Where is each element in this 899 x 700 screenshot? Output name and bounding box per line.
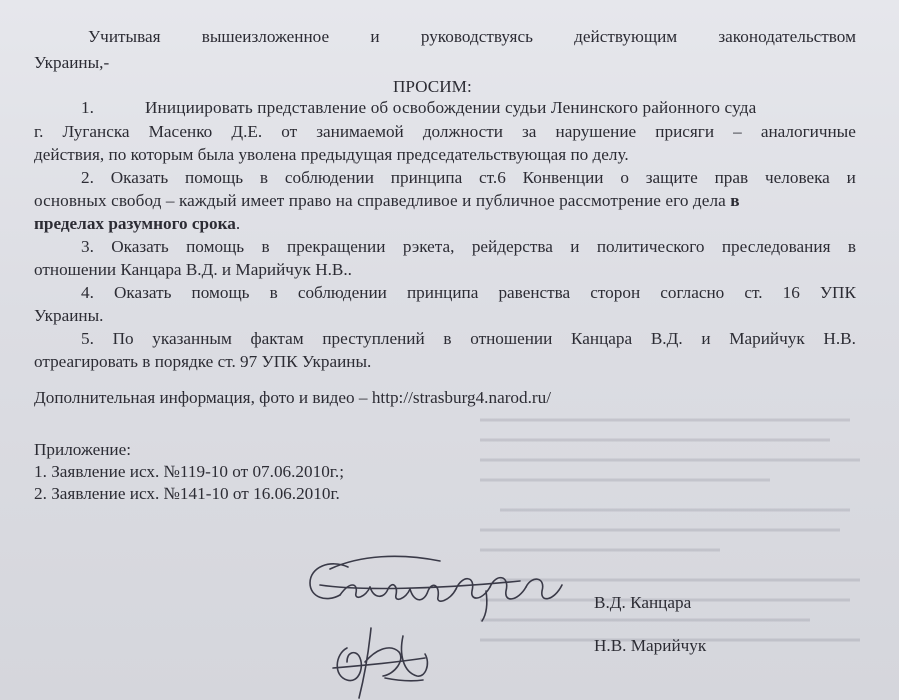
signature-kantsara xyxy=(300,545,570,625)
item2-word: принципа xyxy=(390,168,463,187)
item4-word: 16 xyxy=(782,283,800,302)
item5-word: Марийчук xyxy=(729,329,805,348)
item5-line1 xyxy=(81,329,856,349)
item5-line2: отреагировать в порядке ст. 97 УПК Украины. xyxy=(34,352,372,371)
intro-word: руководствуясь xyxy=(420,27,533,46)
item1-word: за xyxy=(522,122,537,141)
item2-word: Конвенции xyxy=(522,168,604,187)
item2-word: 2. xyxy=(81,168,94,187)
item4-line2: Украины. xyxy=(34,306,104,325)
item5-word: отношении xyxy=(470,329,553,348)
intro-word: действующим xyxy=(574,27,678,46)
item5-word: в xyxy=(443,329,452,348)
item3-word: и xyxy=(570,237,580,256)
item3-word: в xyxy=(847,237,856,256)
item2-line2-bold: в xyxy=(730,191,740,210)
item1-word: Луганска xyxy=(62,122,130,141)
item3-word: прекращении xyxy=(287,237,386,256)
attachment-item: 2. Заявление исх. №141-10 от 16.06.2010г. xyxy=(34,484,340,503)
item2-word: человека xyxy=(765,168,830,187)
item3-word: 3. xyxy=(81,237,94,256)
item1-word: Масенко xyxy=(148,122,213,141)
item2-word: защите xyxy=(645,168,698,187)
item4-word: УПК xyxy=(819,283,856,302)
signer-name-mariychuk: Н.В. Марийчук xyxy=(594,636,707,655)
item5-word: В.Д. xyxy=(650,329,683,348)
item1-word: г. xyxy=(34,122,44,141)
item2-word: помощь xyxy=(185,168,244,187)
intro-word: Учитывая xyxy=(88,27,161,46)
item1-word: занимаемой xyxy=(316,122,404,141)
item3-word: рейдерства xyxy=(471,237,553,256)
item3-line1 xyxy=(81,237,856,257)
item2-line1 xyxy=(81,168,856,188)
item2-word: Оказать xyxy=(110,168,169,187)
item1-line3: действия, по которым была уволена предыдущая председательствующая по делу. xyxy=(34,145,629,164)
attachments-heading: Приложение: xyxy=(34,440,132,459)
item1-word: от xyxy=(281,122,298,141)
item3-line2: отношении Канцара В.Д. и Марийчук Н.В.. xyxy=(34,260,352,279)
item2-word: о xyxy=(620,168,629,187)
item4-word: 4. xyxy=(81,283,94,302)
item2-word: и xyxy=(846,168,856,187)
item2-line2 xyxy=(34,191,740,211)
item4-word: соблюдении xyxy=(297,283,387,302)
signature-mariychuk xyxy=(325,618,435,700)
intro-word: вышеизложенное xyxy=(201,27,330,46)
item4-word: в xyxy=(269,283,278,302)
item5-word: преступлений xyxy=(322,329,425,348)
item2-line3 xyxy=(34,214,240,234)
item3-word: преследования xyxy=(721,237,831,256)
attachment-item: 1. Заявление исх. №119-10 от 07.06.2010г.; xyxy=(34,462,344,481)
item3-word: помощь xyxy=(186,237,245,256)
intro-tail: Украины,- xyxy=(34,53,110,72)
item1-word: аналогичные xyxy=(760,122,856,141)
item4-line1 xyxy=(81,283,856,303)
item1-word: присяги xyxy=(655,122,715,141)
item1-word: должности xyxy=(422,122,503,141)
item5-word: фактам xyxy=(250,329,304,348)
item3-word: в xyxy=(261,237,270,256)
intro-word: законодательством xyxy=(718,27,856,46)
request-heading: ПРОСИМ: xyxy=(393,77,472,96)
item5-word: Канцара xyxy=(571,329,633,348)
item1-word: нарушение xyxy=(555,122,637,141)
item4-word: ст. xyxy=(744,283,763,302)
item3-word: политического xyxy=(596,237,705,256)
item4-word: согласно xyxy=(660,283,725,302)
signer-name-kantsara: В.Д. Канцара xyxy=(594,593,692,612)
item4-word: равенства xyxy=(498,283,571,302)
item1-number: 1. xyxy=(81,98,94,117)
item2-word: прав xyxy=(714,168,749,187)
item4-word: принципа xyxy=(406,283,479,302)
item4-word: сторон xyxy=(590,283,641,302)
item4-word: помощь xyxy=(191,283,250,302)
item1-lead: Инициировать представление об освобождении судьи Ленинского районного суда xyxy=(145,98,757,117)
item5-word: и xyxy=(701,329,711,348)
item5-word: По xyxy=(112,329,134,348)
extra-info-line: Дополнительная информация, фото и видео – http://strasburg4.narod.ru/ xyxy=(34,388,552,407)
item1-word: Д.Е. xyxy=(231,122,263,141)
item1-line2 xyxy=(34,122,856,142)
item5-word: Н.В. xyxy=(823,329,856,348)
item4-word: Оказать xyxy=(113,283,172,302)
item2-word: ст.6 xyxy=(479,168,506,187)
intro-line xyxy=(88,27,856,47)
item3-word: рэкета, xyxy=(402,237,455,256)
item2-line3-end: . xyxy=(235,214,241,233)
item2-word: соблюдении xyxy=(284,168,374,187)
item1-word: – xyxy=(733,122,742,141)
item5-word: 5. xyxy=(81,329,94,348)
intro-word: и xyxy=(370,27,380,46)
item2-bold-phrase: пределах разумного срока xyxy=(34,214,236,233)
item3-word: Оказать xyxy=(111,237,169,256)
item2-word: в xyxy=(259,168,269,187)
item5-word: указанным xyxy=(152,329,232,348)
item2-line2-text: основных свобод – каждый имеет право на справедливое и публичное рассмотрение его дела xyxy=(34,191,726,210)
